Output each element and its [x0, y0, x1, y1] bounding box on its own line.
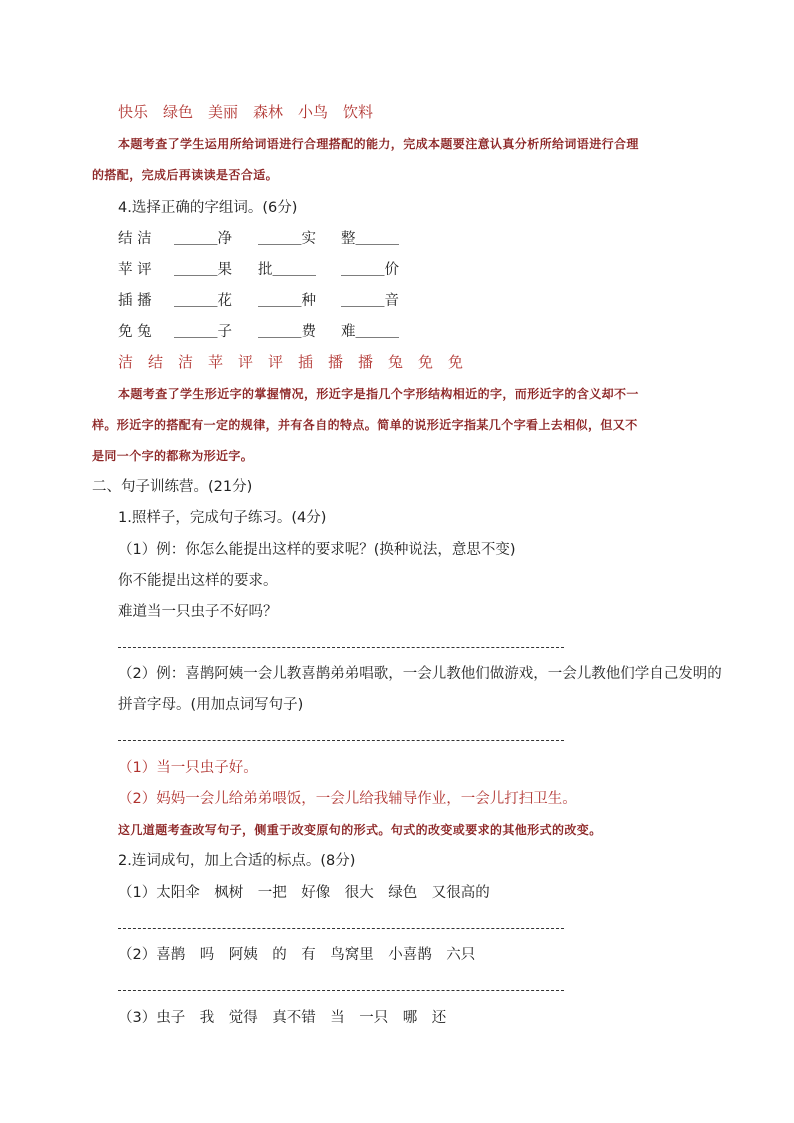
analysis-text-2a: 本题考查了学生形近字的掌握情况，形近字是指几个字形结构相近的字，而形近字的含义却不一	[118, 387, 639, 401]
q4-row1-blank2[interactable]: ＿＿＿实	[258, 231, 316, 247]
q1-example-1: （1）例：你怎么能提出这样的要求呢？(换种说法，意思不变)	[118, 542, 516, 558]
q4-row4-chars: 免 兔	[118, 324, 152, 340]
q4-row2-chars: 苹 评	[118, 262, 152, 278]
q4-row4-blank1[interactable]: ＿＿＿子	[174, 324, 232, 340]
q2-item-2: （2）喜鹊 吗 阿姨 的 有 鸟窝里 小喜鹊 六只	[118, 947, 476, 963]
q4-row4-blank3[interactable]: 难＿＿＿	[341, 324, 399, 340]
q2-title: 2.连词成句，加上合适的标点。(8分)	[118, 853, 356, 869]
q1-example-1-answer: 你不能提出这样的要求。	[118, 573, 278, 589]
q4-row4-blank2[interactable]: ＿＿＿费	[258, 324, 316, 340]
q2-item-1: （1）太阳伞 枫树 一把 好像 很大 绿色 又很高的	[118, 885, 490, 901]
analysis-text-2c: 是同一个字的都称为形近字。	[92, 449, 254, 463]
q4-title: 4.选择正确的字组词。(6分)	[118, 200, 298, 216]
q1-example-2-line2: 拼音字母。(用加点词写句子)	[118, 697, 304, 713]
answer-blank-line[interactable]	[118, 990, 564, 991]
q2-item-3: （3）虫子 我 觉得 真不错 当 一只 哪 还	[118, 1010, 447, 1026]
answer-blank-line[interactable]	[118, 647, 564, 648]
analysis-text-1b: 的搭配，完成后再读读是否合适。	[92, 168, 279, 182]
q4-row2-blank2[interactable]: 批＿＿＿	[258, 262, 316, 278]
analysis-text-3: 这几道题考查改写句子，侧重于改变原句的形式。句式的改变或要求的其他形式的改变。	[118, 823, 602, 837]
analysis-text-1a: 本题考查了学生运用所给词语进行合理搭配的能力，完成本题要注意认真分析所给词语进行合理	[118, 137, 639, 151]
q4-row3-chars: 插 播	[118, 293, 152, 309]
q1-example-2-line1: （2）例：喜鹊阿姨一会儿教喜鹊弟弟唱歌，一会儿教他们做游戏，一会儿教他们学自己发明的	[118, 666, 722, 682]
q4-answer: 洁 结 洁 苹 评 评 插 播 播 兔 免 免	[118, 353, 464, 371]
answer-words: 快乐 绿色 美丽 森林 小鸟 饮料	[118, 103, 374, 121]
q4-row3-blank3[interactable]: ＿＿＿音	[341, 293, 399, 309]
q4-row1-blank1[interactable]: ＿＿＿净	[174, 231, 232, 247]
q1-answer-2: （2）妈妈一会儿给弟弟喂饭，一会儿给我辅导作业，一会儿打扫卫生。	[118, 791, 577, 807]
q1-example-1-question: 难道当一只虫子不好吗？	[118, 604, 278, 620]
q1-answer-1: （1）当一只虫子好。	[118, 760, 258, 776]
q1-title: 1.照样子，完成句子练习。(4分)	[118, 510, 327, 526]
q4-row2-blank3[interactable]: ＿＿＿价	[341, 262, 399, 278]
q4-row2-blank1[interactable]: ＿＿＿果	[174, 262, 232, 278]
section-2-title: 二、句子训练营。(21分)	[92, 479, 253, 495]
q4-row1-chars: 结 洁	[118, 231, 152, 247]
answer-blank-line[interactable]	[118, 928, 564, 929]
q4-row3-blank1[interactable]: ＿＿＿花	[174, 293, 232, 309]
q4-row3-blank2[interactable]: ＿＿＿种	[258, 293, 316, 309]
answer-blank-line[interactable]	[118, 740, 564, 741]
analysis-text-2b: 样。形近字的搭配有一定的规律，并有各自的特点。简单的说形近字指某几个字看上去相似，但又不	[92, 418, 638, 432]
q4-row1-blank3[interactable]: 整＿＿＿	[341, 231, 399, 247]
